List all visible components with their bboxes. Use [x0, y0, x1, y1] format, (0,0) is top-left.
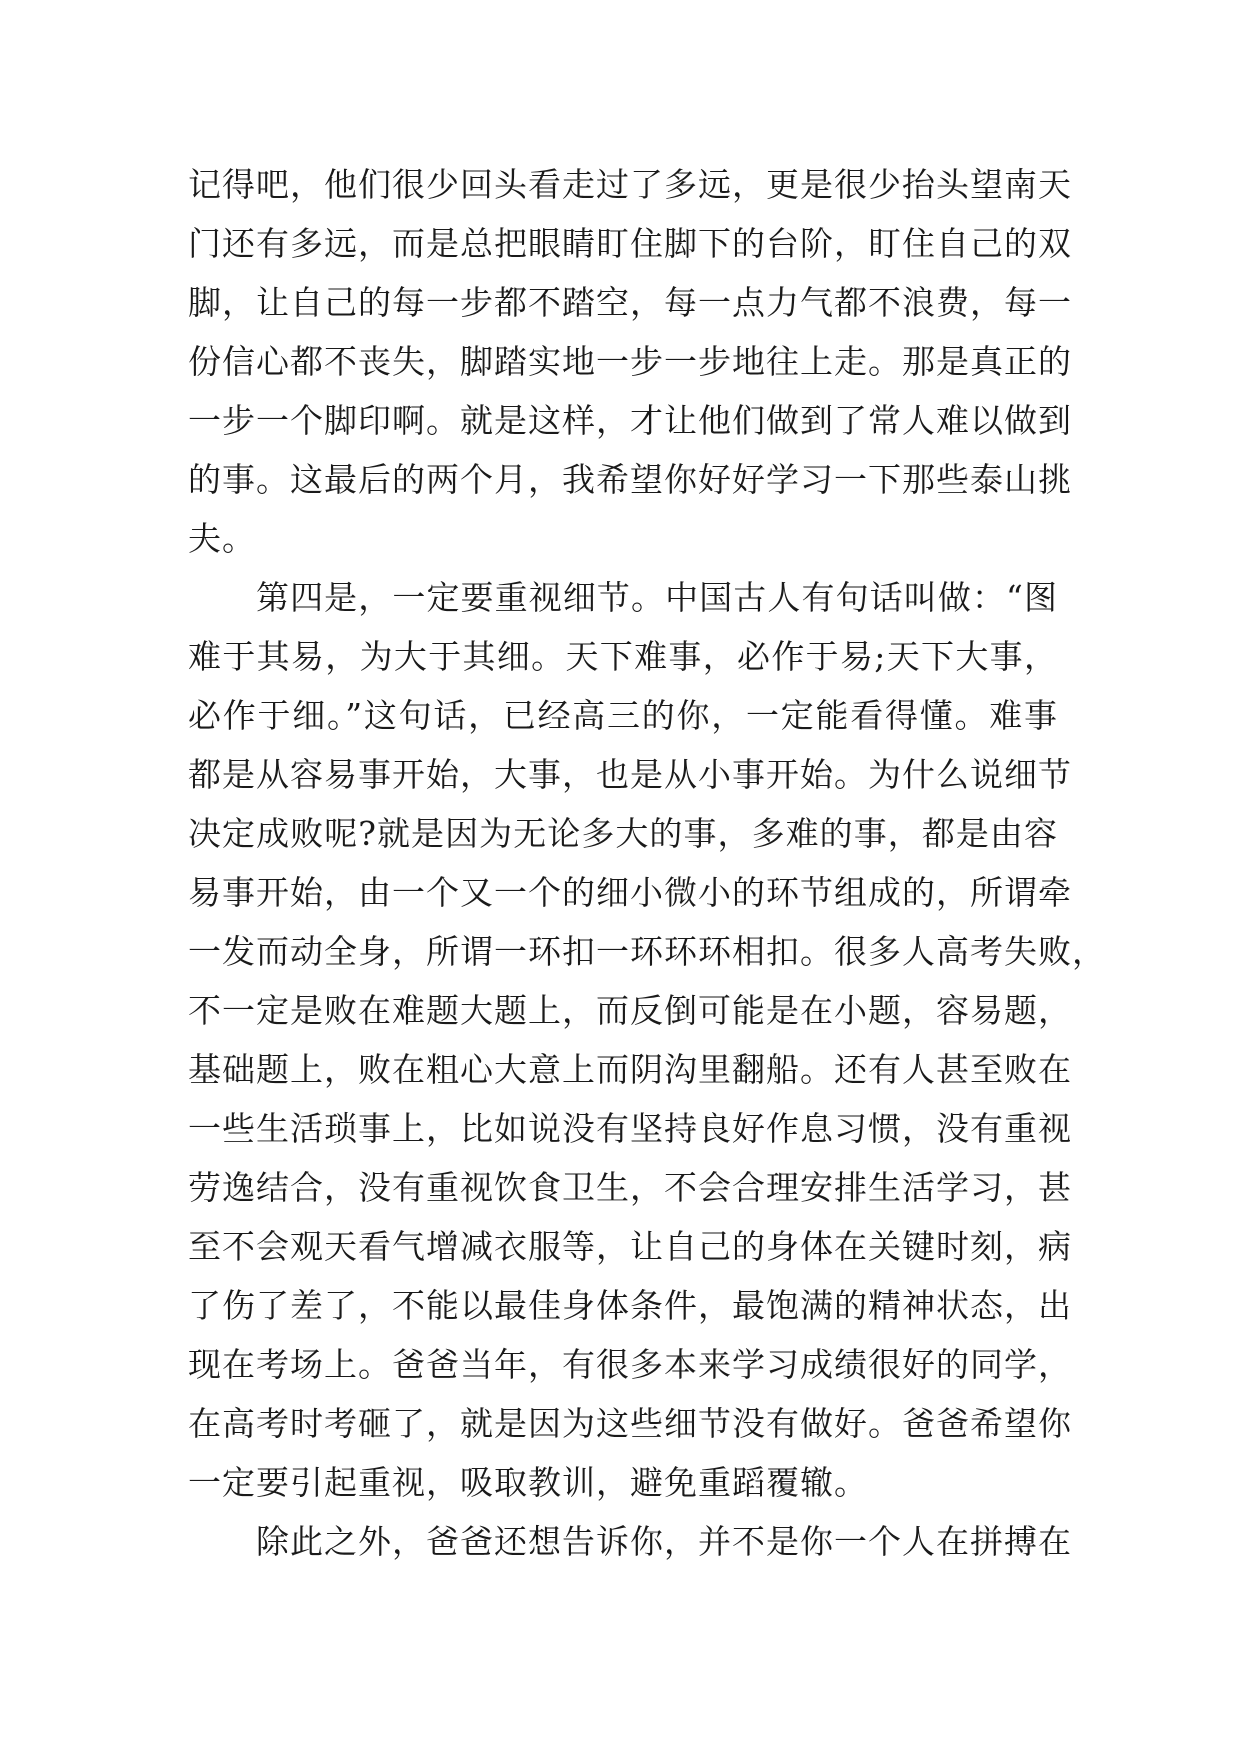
text-line: 在高考时考砸了，就是因为这些细节没有做好。爸爸希望你 [188, 1404, 1072, 1443]
text-line: 了伤了差了，不能以最佳身体条件，最饱满的精神状态，出 [188, 1286, 1072, 1325]
text-line: 第四是，一定要重视细节。中国古人有句话叫做：“图 [256, 578, 1058, 617]
text-line: 脚，让自己的每一步都不踏空，每一点力气都不浪费，每一 [188, 283, 1072, 322]
text-line: 门还有多远，而是总把眼睛盯住脚下的台阶，盯住自己的双 [188, 224, 1072, 263]
text-line: 易事开始，由一个又一个的细小微小的环节组成的，所谓牵 [188, 873, 1072, 912]
text-line: 夫。 [188, 519, 256, 558]
text-line: 一定要引起重视，吸取教训，避免重蹈覆辙。 [188, 1463, 868, 1502]
text-line: 必作于细。”这句话，已经高三的你，一定能看得懂。难事 [188, 696, 1058, 735]
text-line: 难于其易，为大于其细。天下难事，必作于易;天下大事， [188, 637, 1058, 676]
text-line: 决定成败呢?就是因为无论多大的事，多难的事，都是由容 [188, 814, 1058, 853]
text-line: 一发而动全身，所谓一环扣一环环环相扣。很多人高考失败， [188, 932, 1106, 971]
paragraph [188, 1512, 1072, 1571]
text-line: 份信心都不丧失，脚踏实地一步一步地往上走。那是真正的 [188, 342, 1072, 381]
text-line: 的事。这最后的两个月，我希望你好好学习一下那些泰山挑 [188, 460, 1072, 499]
text-line: 一些生活琐事上，比如说没有坚持良好作息习惯，没有重视 [188, 1109, 1072, 1148]
text-line: 除此之外，爸爸还想告诉你，并不是你一个人在拼搏在 [256, 1522, 1072, 1561]
text-line: 至不会观天看气增减衣服等，让自己的身体在关键时刻，病 [188, 1227, 1072, 1266]
text-line: 基础题上，败在粗心大意上而阴沟里翻船。还有人甚至败在 [188, 1050, 1072, 1089]
text-line: 劳逸结合，没有重视饮食卫生，不会合理安排生活学习，甚 [188, 1168, 1072, 1207]
body-text [188, 155, 1106, 1571]
paragraph [188, 568, 1106, 1512]
text-line: 都是从容易事开始，大事，也是从小事开始。为什么说细节 [188, 755, 1072, 794]
text-line: 不一定是败在难题大题上，而反倒可能是在小题，容易题， [188, 991, 1072, 1030]
text-line: 记得吧，他们很少回头看走过了多远，更是很少抬头望南天 [188, 165, 1072, 204]
text-line: 一步一个脚印啊。就是这样，才让他们做到了常人难以做到 [188, 401, 1072, 440]
text-line: 现在考场上。爸爸当年，有很多本来学习成绩很好的同学， [188, 1345, 1072, 1384]
paragraph [188, 155, 1072, 568]
